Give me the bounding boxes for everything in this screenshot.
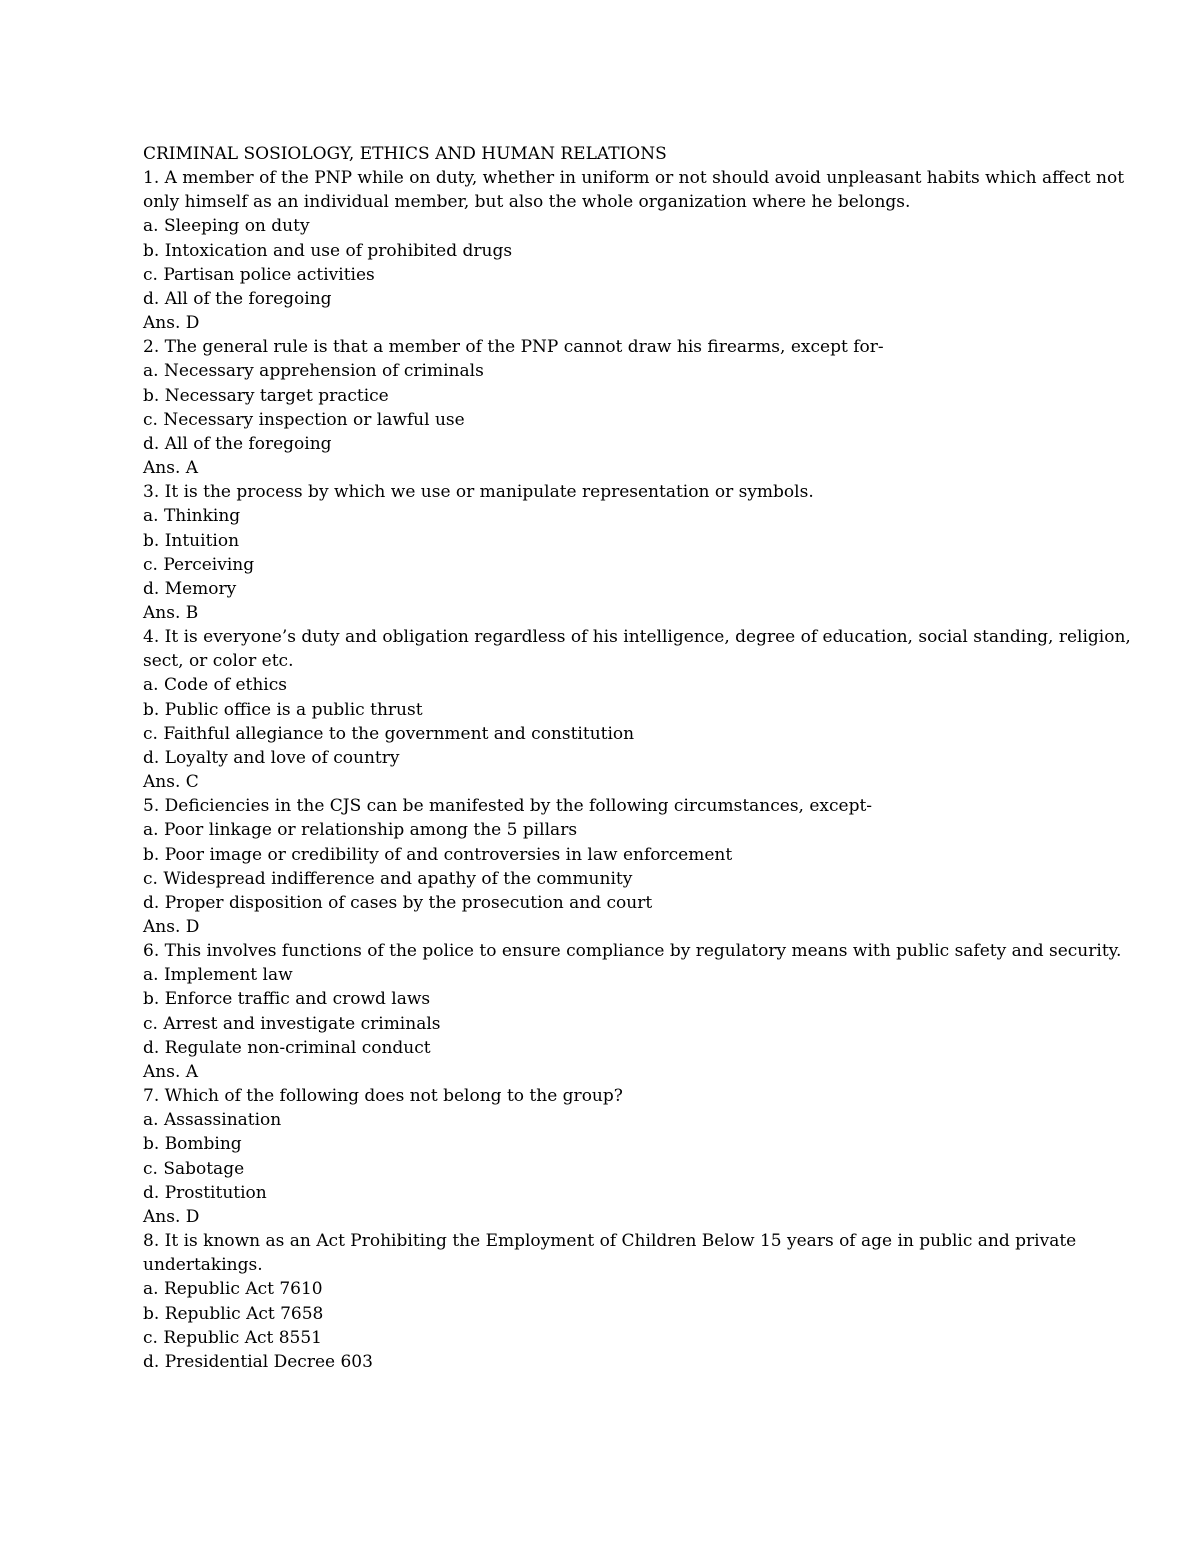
choice-a: a. Republic Act 7610 [143, 1279, 323, 1300]
document-page [143, 142, 1143, 1374]
question-text: 2. The general rule is that a member of the PNP cannot draw his firearms, except for- [143, 337, 884, 358]
question-block-5 [143, 794, 1143, 939]
answer-line: Ans. B [143, 602, 199, 623]
choice-b: b. Enforce traffic and crowd laws [143, 989, 431, 1010]
choice-b: b. Necessary target practice [143, 385, 389, 406]
choice-c: c. Faithful allegiance to the government and constitution [143, 723, 635, 744]
question-block-4 [143, 625, 1143, 794]
question-block-1 [143, 166, 1143, 335]
choice-d: d. Memory [143, 578, 237, 599]
choice-a: a. Poor linkage or relationship among the 5 pillars [143, 820, 578, 841]
choice-c: c. Arrest and investigate criminals [143, 1013, 441, 1034]
choice-b: b. Intoxication and use of prohibited drugs [143, 240, 513, 261]
choice-c: c. Sabotage [143, 1158, 245, 1179]
question-text: 4. It is everyone’s duty and obligation regardless of his intelligence, degree of education, social standing, religion, sect, or color etc. [143, 627, 1137, 672]
choice-a: a. Necessary apprehension of criminals [143, 361, 484, 382]
choice-b: b. Poor image or credibility of and controversies in law enforcement [143, 844, 733, 865]
choice-c: c. Partisan police activities [143, 264, 375, 285]
choice-a: a. Implement law [143, 965, 293, 986]
choice-d: d. Loyalty and love of country [143, 747, 400, 768]
choice-d: d. Prostitution [143, 1182, 267, 1203]
choice-b: b. Bombing [143, 1134, 242, 1155]
answer-line: Ans. C [143, 772, 199, 793]
question-block-3 [143, 480, 1143, 625]
question-block-8 [143, 1229, 1143, 1374]
choice-d: d. All of the foregoing [143, 288, 332, 309]
choice-d: d. Presidential Decree 603 [143, 1351, 373, 1372]
choice-d: d. All of the foregoing [143, 433, 332, 454]
question-block-2 [143, 335, 1143, 480]
question-text: 7. Which of the following does not belong to the group? [143, 1086, 623, 1107]
choice-a: a. Thinking [143, 506, 241, 527]
choice-c: c. Republic Act 8551 [143, 1327, 322, 1348]
choice-b: b. Public office is a public thrust [143, 699, 423, 720]
answer-line: Ans. D [143, 1206, 200, 1227]
question-block-6 [143, 939, 1143, 1084]
answer-line: Ans. A [143, 1061, 199, 1082]
document-title: CRIMINAL SOSIOLOGY, ETHICS AND HUMAN RELATIONS [143, 144, 667, 164]
choice-d: d. Regulate non-criminal conduct [143, 1037, 431, 1058]
choice-a: a. Assassination [143, 1110, 282, 1131]
choice-b: b. Intuition [143, 530, 240, 551]
question-text: 8. It is known as an Act Prohibiting the Employment of Children Below 15 years of age in public and private undertakings. [143, 1231, 1082, 1276]
choice-d: d. Proper disposition of cases by the prosecution and court [143, 892, 653, 913]
choice-a: a. Sleeping on duty [143, 216, 310, 237]
question-text: 6. This involves functions of the police to ensure compliance by regulatory means with public safety and security. [143, 941, 1122, 962]
choice-a: a. Code of ethics [143, 675, 287, 696]
question-block-7 [143, 1084, 1143, 1229]
question-text: 5. Deficiencies in the CJS can be manifested by the following circumstances, except- [143, 796, 873, 817]
answer-line: Ans. D [143, 917, 200, 937]
question-text: 3. It is the process by which we use or manipulate representation or symbols. [143, 482, 814, 503]
choice-b: b. Republic Act 7658 [143, 1303, 324, 1324]
answer-line: Ans. D [143, 313, 200, 334]
question-text: 1. A member of the PNP while on duty, whether in uniform or not should avoid unpleasant habits which affect not only himself as an individual member, but also the whole organization where he belongs. [143, 168, 1130, 213]
choice-c: c. Perceiving [143, 554, 255, 575]
choice-c: c. Widespread indifference and apathy of the community [143, 868, 633, 889]
answer-line: Ans. A [143, 458, 199, 479]
choice-c: c. Necessary inspection or lawful use [143, 409, 465, 430]
